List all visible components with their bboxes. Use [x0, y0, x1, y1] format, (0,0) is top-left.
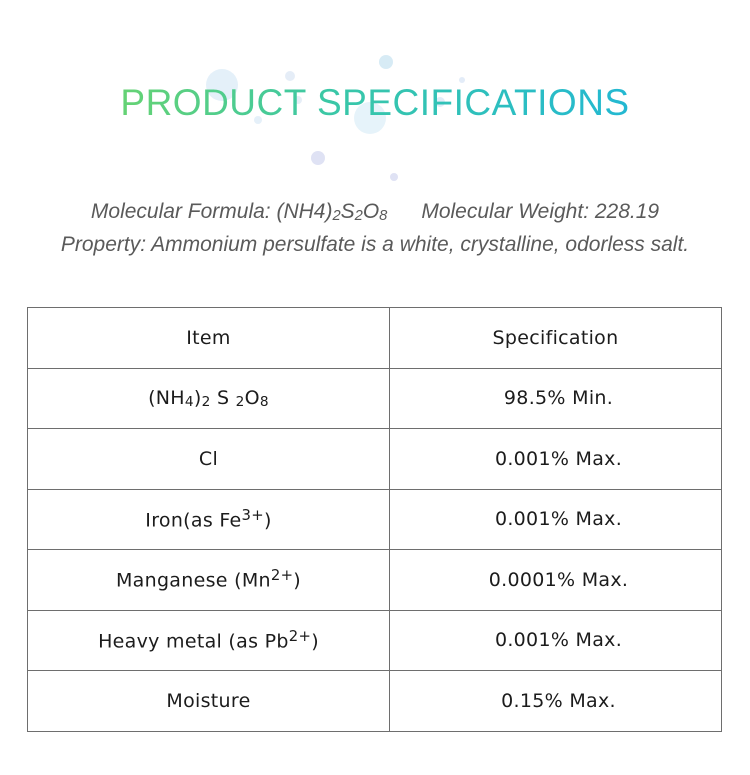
property-text: Property: Ammonium persulfate is a white, crystalline, odorless salt. [60, 233, 690, 256]
spec-cell: 0.001% Max. [390, 429, 722, 490]
table-header-row [28, 308, 722, 369]
item-cell: Manganese $(Mn^{2+})$ [28, 550, 390, 611]
spec-cell: 0.0001% Max. [390, 550, 722, 611]
table-row [28, 610, 722, 671]
spec-cell: 0.15% Max. [390, 671, 722, 732]
spec-cell: 98.5% Min. [390, 368, 722, 429]
table-row [28, 489, 722, 550]
header-specification: Specification [390, 308, 722, 369]
formula-o: O [362, 200, 380, 223]
item-cell: Cl [28, 429, 390, 490]
item-cell: Iron(as $Fe^{3+}$) [28, 489, 390, 550]
formula-sub: 2 [354, 208, 363, 225]
molecular-weight: Molecular Weight: 228.19 [421, 200, 660, 223]
formula-sub: 8 [379, 208, 388, 225]
formula-sub: 2 [332, 208, 341, 225]
molecular-info [0, 200, 750, 224]
header-item: Item [28, 308, 390, 369]
formula-s: S [340, 200, 355, 223]
table-row [28, 368, 722, 429]
table-row [28, 671, 722, 732]
spec-cell: 0.001% Max. [390, 610, 722, 671]
formula-label: Molecular Formula: (NH4) [90, 200, 333, 223]
item-cell: Moisture [28, 671, 390, 732]
item-cell: Heavy metal (as $Pb^{2+}$) [28, 610, 390, 671]
table-row [28, 429, 722, 490]
page-title: PRODUCT SPECIFICATIONS [0, 82, 750, 124]
spec-table [27, 307, 722, 732]
table-row [28, 550, 722, 611]
spec-cell: 0.001% Max. [390, 489, 722, 550]
item-cell: (NH4)2 S 2O8 [28, 368, 390, 429]
